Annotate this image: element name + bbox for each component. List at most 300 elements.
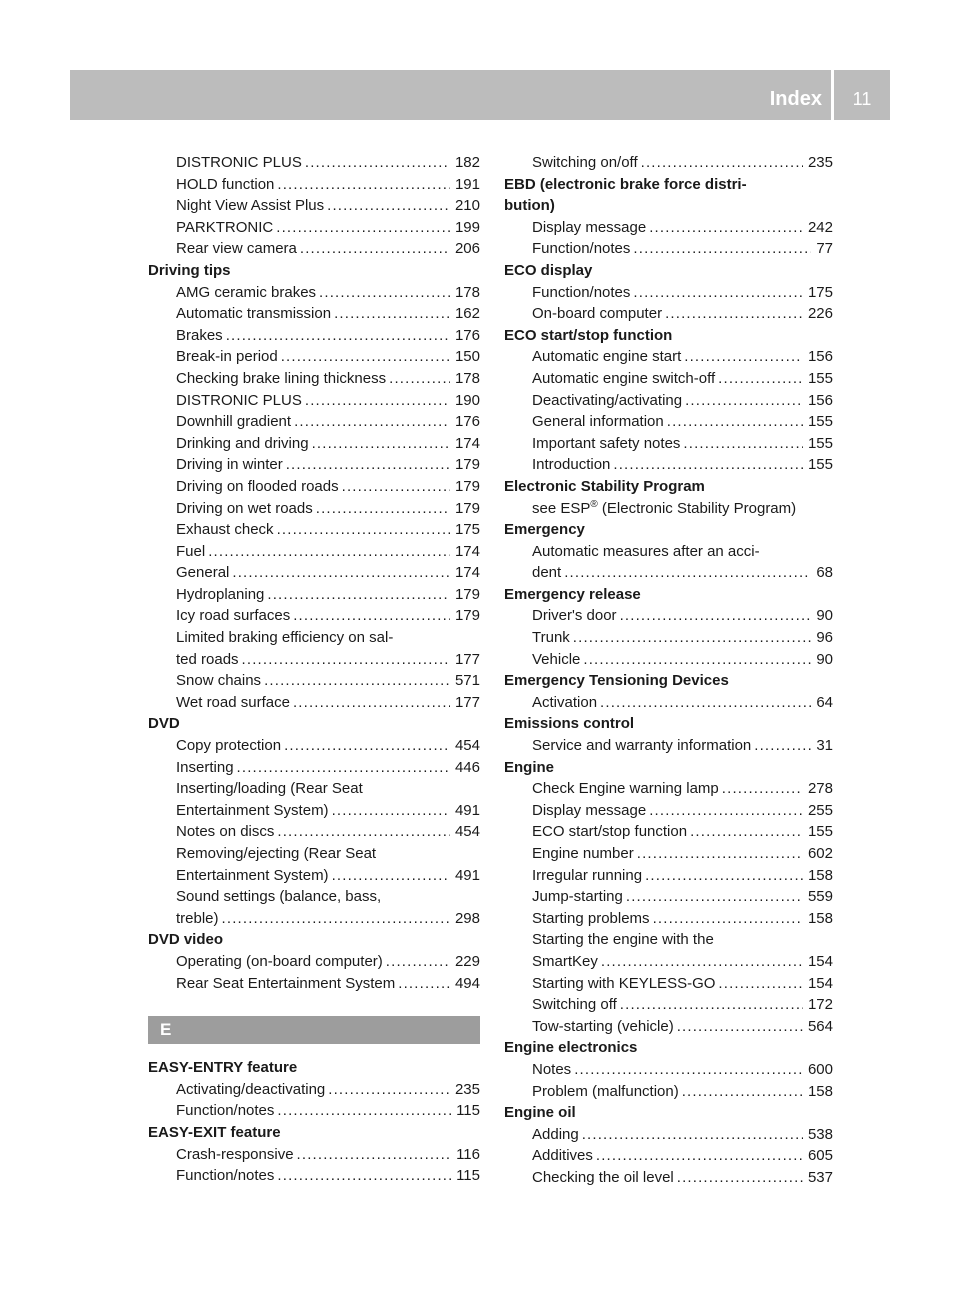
dot-leader [277, 174, 450, 196]
dot-leader [649, 800, 803, 822]
dot-leader [264, 670, 450, 692]
index-entry [504, 692, 833, 714]
index-entry [504, 865, 833, 887]
dot-leader [281, 346, 450, 368]
dot-leader [294, 411, 450, 433]
entry-label: Driving tips [148, 261, 231, 279]
entry-label: Problem (malfunction) [532, 1082, 679, 1100]
index-entry [504, 973, 833, 995]
page-reference: 226 [807, 305, 833, 323]
page-reference: 175 [807, 283, 833, 301]
index-entry [504, 1124, 833, 1146]
index-heading [504, 519, 833, 541]
index-entry [148, 670, 480, 692]
dot-leader [574, 1059, 803, 1081]
entry-label: Automatic engine start [532, 348, 682, 366]
index-entry [148, 476, 480, 498]
index-column-left [148, 152, 480, 1187]
index-heading [504, 713, 833, 735]
index-entry [148, 865, 480, 887]
dot-leader [613, 454, 803, 476]
entry-label: Snow chains [176, 672, 262, 690]
page-reference: 162 [454, 305, 480, 323]
entry-label: Engine [504, 758, 555, 776]
entry-label: Brakes [176, 326, 223, 344]
entry-label: Removing/ejecting (Rear Seat [176, 845, 377, 862]
entry-label: Function/notes [532, 283, 631, 301]
page-reference: 605 [807, 1147, 833, 1165]
page-reference: 154 [807, 974, 833, 992]
entry-label: Starting the engine with the [532, 931, 714, 949]
dot-leader [667, 411, 803, 433]
index-heading [148, 929, 480, 951]
entry-label: Checking brake lining thickness [176, 369, 387, 387]
index-heading [148, 1122, 480, 1144]
dot-leader [386, 951, 450, 973]
page-reference: 298 [454, 909, 480, 927]
entry-label: ECO display [504, 261, 593, 279]
dot-leader [754, 735, 811, 757]
page-reference: 559 [807, 888, 833, 906]
page-reference: 235 [454, 1080, 480, 1098]
index-entry [504, 152, 833, 174]
index-heading [504, 670, 833, 692]
index-entry [504, 800, 833, 822]
entry-label: DVD video [148, 931, 224, 949]
index-entry [148, 627, 480, 649]
page-reference: 158 [807, 909, 833, 927]
entry-label: Copy protection [176, 737, 282, 755]
index-heading [504, 476, 833, 498]
page-reference: 278 [807, 780, 833, 798]
index-entry [148, 411, 480, 433]
dot-leader [596, 1145, 803, 1167]
index-entry [148, 238, 480, 260]
index-entry [504, 649, 833, 671]
entry-label: Fuel [176, 542, 206, 560]
index-entry [504, 627, 833, 649]
entry-label: Driving on flooded roads [176, 477, 339, 495]
entry-label: ECO start/stop function [532, 823, 688, 841]
entry-label: Entertainment System) [176, 801, 329, 819]
entry-label: Notes on discs [176, 823, 275, 841]
dot-leader [583, 649, 811, 671]
entry-label: Emissions control [504, 715, 635, 733]
page-reference: 176 [454, 326, 480, 344]
page-reference: 178 [454, 369, 480, 387]
entry-label: treble) [176, 909, 219, 927]
page-reference: 491 [454, 866, 480, 884]
index-entry [148, 562, 480, 584]
page-reference: 602 [807, 845, 833, 862]
index-entry [148, 433, 480, 455]
dot-leader [277, 821, 450, 843]
index-entry [148, 325, 480, 347]
index-entry [504, 498, 833, 520]
dot-leader [305, 152, 450, 174]
dot-leader [677, 1016, 803, 1038]
page-reference: 175 [454, 521, 480, 539]
entry-label: Starting problems [532, 909, 650, 927]
index-heading [504, 757, 833, 779]
dot-leader [682, 1081, 803, 1103]
entry-label: Starting with KEYLESS-GO [532, 974, 716, 992]
dot-leader [293, 605, 450, 627]
entry-label: SmartKey [532, 952, 598, 970]
entry-label: Engine oil [504, 1104, 576, 1122]
dot-leader [718, 368, 803, 390]
dot-leader [677, 1167, 803, 1189]
index-entry [148, 1165, 480, 1187]
index-entry [148, 454, 480, 476]
page-reference: 255 [807, 801, 833, 819]
entry-label: Switching on/off [532, 154, 638, 171]
index-entry [148, 346, 480, 368]
dot-leader [312, 433, 450, 455]
index-entry [504, 541, 833, 563]
dot-leader [342, 476, 450, 498]
entry-label: DVD [148, 715, 180, 733]
index-entry [148, 1144, 480, 1166]
index-list [504, 152, 833, 1189]
page-number: 11 [852, 89, 872, 109]
page-reference: 154 [807, 952, 833, 970]
page-reference: 564 [807, 1017, 833, 1035]
entry-label: Tow-starting (vehicle) [532, 1017, 674, 1035]
page-reference: 90 [816, 650, 833, 668]
dot-leader [573, 627, 812, 649]
entry-label: Operating (on-board computer) [176, 952, 383, 970]
entry-label: Function/notes [176, 1102, 275, 1120]
entry-label: Entertainment System) [176, 866, 329, 884]
dot-leader [649, 217, 803, 239]
entry-label: Break-in period [176, 348, 278, 366]
index-entry [504, 1016, 833, 1038]
index-entry [504, 1081, 833, 1103]
entry-label: Night View Assist Plus [176, 197, 325, 215]
dot-leader [398, 973, 450, 995]
entry-label: Important safety notes [532, 434, 681, 452]
entry-label: Emergency [504, 521, 585, 539]
entry-label: bution) [504, 197, 555, 215]
page-reference: 64 [816, 693, 833, 711]
dot-leader [653, 908, 803, 930]
page-reference: 494 [454, 974, 480, 992]
page-reference: 600 [807, 1060, 833, 1078]
index-heading [504, 195, 833, 217]
entry-label: Display message [532, 218, 647, 236]
entry-label: Driver's door [532, 607, 617, 625]
section-title: Index [769, 88, 822, 110]
entry-label: Exhaust check [176, 521, 274, 539]
dot-leader [626, 886, 803, 908]
index-entry [504, 605, 833, 627]
index-entry [148, 778, 480, 800]
dot-leader [328, 1079, 450, 1101]
index-heading [504, 1037, 833, 1059]
entry-label: DISTRONIC PLUS [176, 154, 302, 171]
dot-leader [620, 994, 803, 1016]
index-entry [504, 238, 833, 260]
entry-label: Switching off [532, 996, 617, 1014]
dot-leader [600, 692, 811, 714]
entry-label: ECO start/stop function [504, 326, 673, 344]
page-reference: 150 [454, 348, 480, 366]
entry-label: EASY-EXIT feature [148, 1123, 281, 1141]
index-entry [504, 368, 833, 390]
entry-label: Wet road surface [176, 693, 290, 711]
index-entry [148, 390, 480, 412]
entry-label: Irregular running [532, 866, 643, 884]
entry-label: Inserting [176, 758, 234, 776]
page-reference: 158 [807, 1082, 833, 1100]
dot-leader [305, 390, 450, 412]
page-reference: 179 [454, 456, 480, 474]
entry-label: Trunk [532, 629, 570, 647]
entry-label: Check Engine warning lamp [532, 780, 719, 798]
entry-label: Icy road surfaces [176, 607, 291, 625]
page-header [70, 70, 890, 120]
index-heading [504, 174, 833, 196]
index-entry [148, 886, 480, 908]
dot-leader [332, 800, 450, 822]
dot-leader [564, 562, 811, 584]
index-entry [148, 692, 480, 714]
entry-label: Limited braking efficiency on sal- [176, 629, 394, 647]
page-reference: 179 [454, 607, 480, 625]
index-entry [504, 433, 833, 455]
entry-label: DISTRONIC PLUS [176, 391, 302, 409]
index-entry [504, 454, 833, 476]
page-reference: 68 [816, 564, 833, 582]
entry-label: PARKTRONIC [176, 218, 274, 236]
index-entry [148, 800, 480, 822]
index-entry [504, 1059, 833, 1081]
page-reference: 538 [807, 1125, 833, 1143]
dot-leader [620, 605, 812, 627]
page-reference: 96 [816, 629, 833, 647]
index-entry [504, 735, 833, 757]
entry-label: Display message [532, 801, 647, 819]
dot-leader [633, 282, 803, 304]
page-reference: 190 [454, 391, 480, 409]
entry-label: Activating/deactivating [176, 1080, 326, 1098]
dot-leader [284, 735, 450, 757]
entry-label: Drinking and driving [176, 434, 309, 452]
dot-leader [645, 865, 803, 887]
page-reference: 242 [807, 218, 833, 236]
index-entry [148, 303, 480, 325]
dot-leader [685, 390, 803, 412]
index-entry [148, 368, 480, 390]
page-reference: 77 [816, 240, 833, 258]
entry-label: Automatic transmission [176, 305, 332, 323]
entry-label: Driving on wet roads [176, 499, 313, 517]
entry-label: Vehicle [532, 650, 581, 668]
dot-leader [601, 951, 803, 973]
entry-label-suffix: (Electronic Stability Program) [597, 499, 797, 517]
dot-leader [641, 152, 803, 174]
dot-leader [718, 973, 803, 995]
page-reference: 115 [456, 1102, 480, 1120]
entry-label: Crash-responsive [176, 1145, 294, 1163]
dot-leader [633, 238, 811, 260]
index-list [148, 152, 480, 994]
dot-leader [242, 649, 450, 671]
entry-label: Emergency Tensioning Devices [504, 672, 729, 690]
page-reference: 179 [454, 585, 480, 603]
dot-leader [334, 303, 450, 325]
index-entry [148, 843, 480, 865]
entry-label: General information [532, 413, 664, 431]
entry-label: Automatic engine switch-off [532, 369, 716, 387]
index-entry [504, 951, 833, 973]
page-reference: 156 [807, 391, 833, 409]
dot-leader [690, 821, 803, 843]
entry-label: Rear Seat Entertainment System [176, 974, 396, 992]
page-reference: 155 [807, 823, 833, 841]
dot-leader [683, 433, 803, 455]
page-reference: 174 [454, 542, 480, 560]
index-heading [504, 584, 833, 606]
index-entry [148, 973, 480, 995]
index-entry [504, 390, 833, 412]
page-reference: 446 [454, 758, 480, 776]
index-entry [504, 411, 833, 433]
dot-leader [222, 908, 450, 930]
dot-leader [277, 1165, 451, 1187]
index-heading [148, 260, 480, 282]
page-reference: 537 [807, 1168, 833, 1186]
index-entry [504, 217, 833, 239]
entry-label: Engine electronics [504, 1039, 638, 1057]
dot-leader [267, 584, 450, 606]
index-entry [148, 498, 480, 520]
entry-label: EASY-ENTRY feature [148, 1059, 298, 1077]
dot-leader [277, 519, 450, 541]
page-reference: 191 [454, 175, 480, 193]
index-entry [148, 519, 480, 541]
index-heading [504, 1102, 833, 1124]
dot-leader [684, 346, 803, 368]
index-list [148, 1057, 480, 1187]
index-entry [504, 778, 833, 800]
dot-leader [332, 865, 450, 887]
page-reference: 90 [816, 607, 833, 625]
index-entry [504, 562, 833, 584]
entry-label: Deactivating/activating [532, 391, 683, 409]
page-reference: 210 [454, 197, 480, 215]
entry-label: Jump-starting [532, 888, 623, 906]
index-entry [148, 951, 480, 973]
dot-leader [226, 325, 450, 347]
page-reference: 179 [454, 499, 480, 517]
entry-label: see ESP [532, 499, 591, 517]
entry-label: Engine number [532, 845, 634, 862]
page-reference: 176 [454, 413, 480, 431]
entry-label: AMG ceramic brakes [176, 283, 317, 301]
index-entry [148, 1100, 480, 1122]
entry-label: HOLD function [176, 175, 275, 193]
dot-leader [389, 368, 450, 390]
index-entry [148, 584, 480, 606]
index-entry [504, 994, 833, 1016]
page-reference: 155 [807, 434, 833, 452]
index-entry [148, 757, 480, 779]
index-entry [504, 908, 833, 930]
entry-label: Function/notes [176, 1167, 275, 1185]
dot-leader [286, 454, 450, 476]
page-reference: 178 [454, 283, 480, 301]
index-heading [148, 713, 480, 735]
index-entry [504, 303, 833, 325]
dot-leader [327, 195, 450, 217]
dot-leader [232, 562, 450, 584]
index-entry [504, 886, 833, 908]
entry-label: Function/notes [532, 240, 631, 258]
index-entry [148, 152, 480, 174]
page-reference: 235 [807, 154, 833, 171]
page-reference: 229 [454, 952, 480, 970]
dot-leader [276, 217, 450, 239]
dot-leader [208, 541, 450, 563]
index-entry [504, 821, 833, 843]
dot-leader [300, 238, 450, 260]
dot-leader [582, 1124, 803, 1146]
entry-label: Activation [532, 693, 598, 711]
index-entry [504, 929, 833, 951]
page-reference: 174 [454, 564, 480, 582]
index-heading [504, 325, 833, 347]
entry-label: Downhill gradient [176, 413, 292, 431]
registered-mark: ® [590, 498, 598, 510]
page-reference: 182 [454, 154, 480, 171]
index-entry [148, 821, 480, 843]
entry-label: dent [532, 564, 562, 582]
index-entry [148, 908, 480, 930]
page-reference: 115 [456, 1167, 480, 1185]
page-reference: 177 [454, 650, 480, 668]
index-column-right [504, 152, 833, 1189]
page-reference: 179 [454, 477, 480, 495]
index-entry [504, 1145, 833, 1167]
index-entry [504, 1167, 833, 1189]
dot-leader [637, 843, 803, 865]
index-entry [148, 217, 480, 239]
entry-label: General [176, 564, 230, 582]
entry-label: Electronic Stability Program [504, 477, 705, 495]
entry-label: On-board computer [532, 305, 663, 323]
page-reference: 177 [454, 693, 480, 711]
dot-leader [665, 303, 803, 325]
index-entry [148, 735, 480, 757]
dot-leader [722, 778, 803, 800]
dot-leader [319, 282, 450, 304]
entry-label: Adding [532, 1125, 579, 1143]
dot-leader [297, 1144, 452, 1166]
entry-label: EBD (electronic brake force distri- [504, 175, 747, 193]
dot-leader [293, 692, 450, 714]
index-entry [504, 282, 833, 304]
index-entry [148, 1079, 480, 1101]
index-entry [504, 843, 833, 865]
page-reference: 454 [454, 823, 480, 841]
index-entry [148, 195, 480, 217]
entry-label: Automatic measures after an acci- [532, 542, 760, 560]
entry-label: Notes [532, 1060, 572, 1078]
index-heading [148, 1057, 480, 1079]
index-heading [504, 260, 833, 282]
